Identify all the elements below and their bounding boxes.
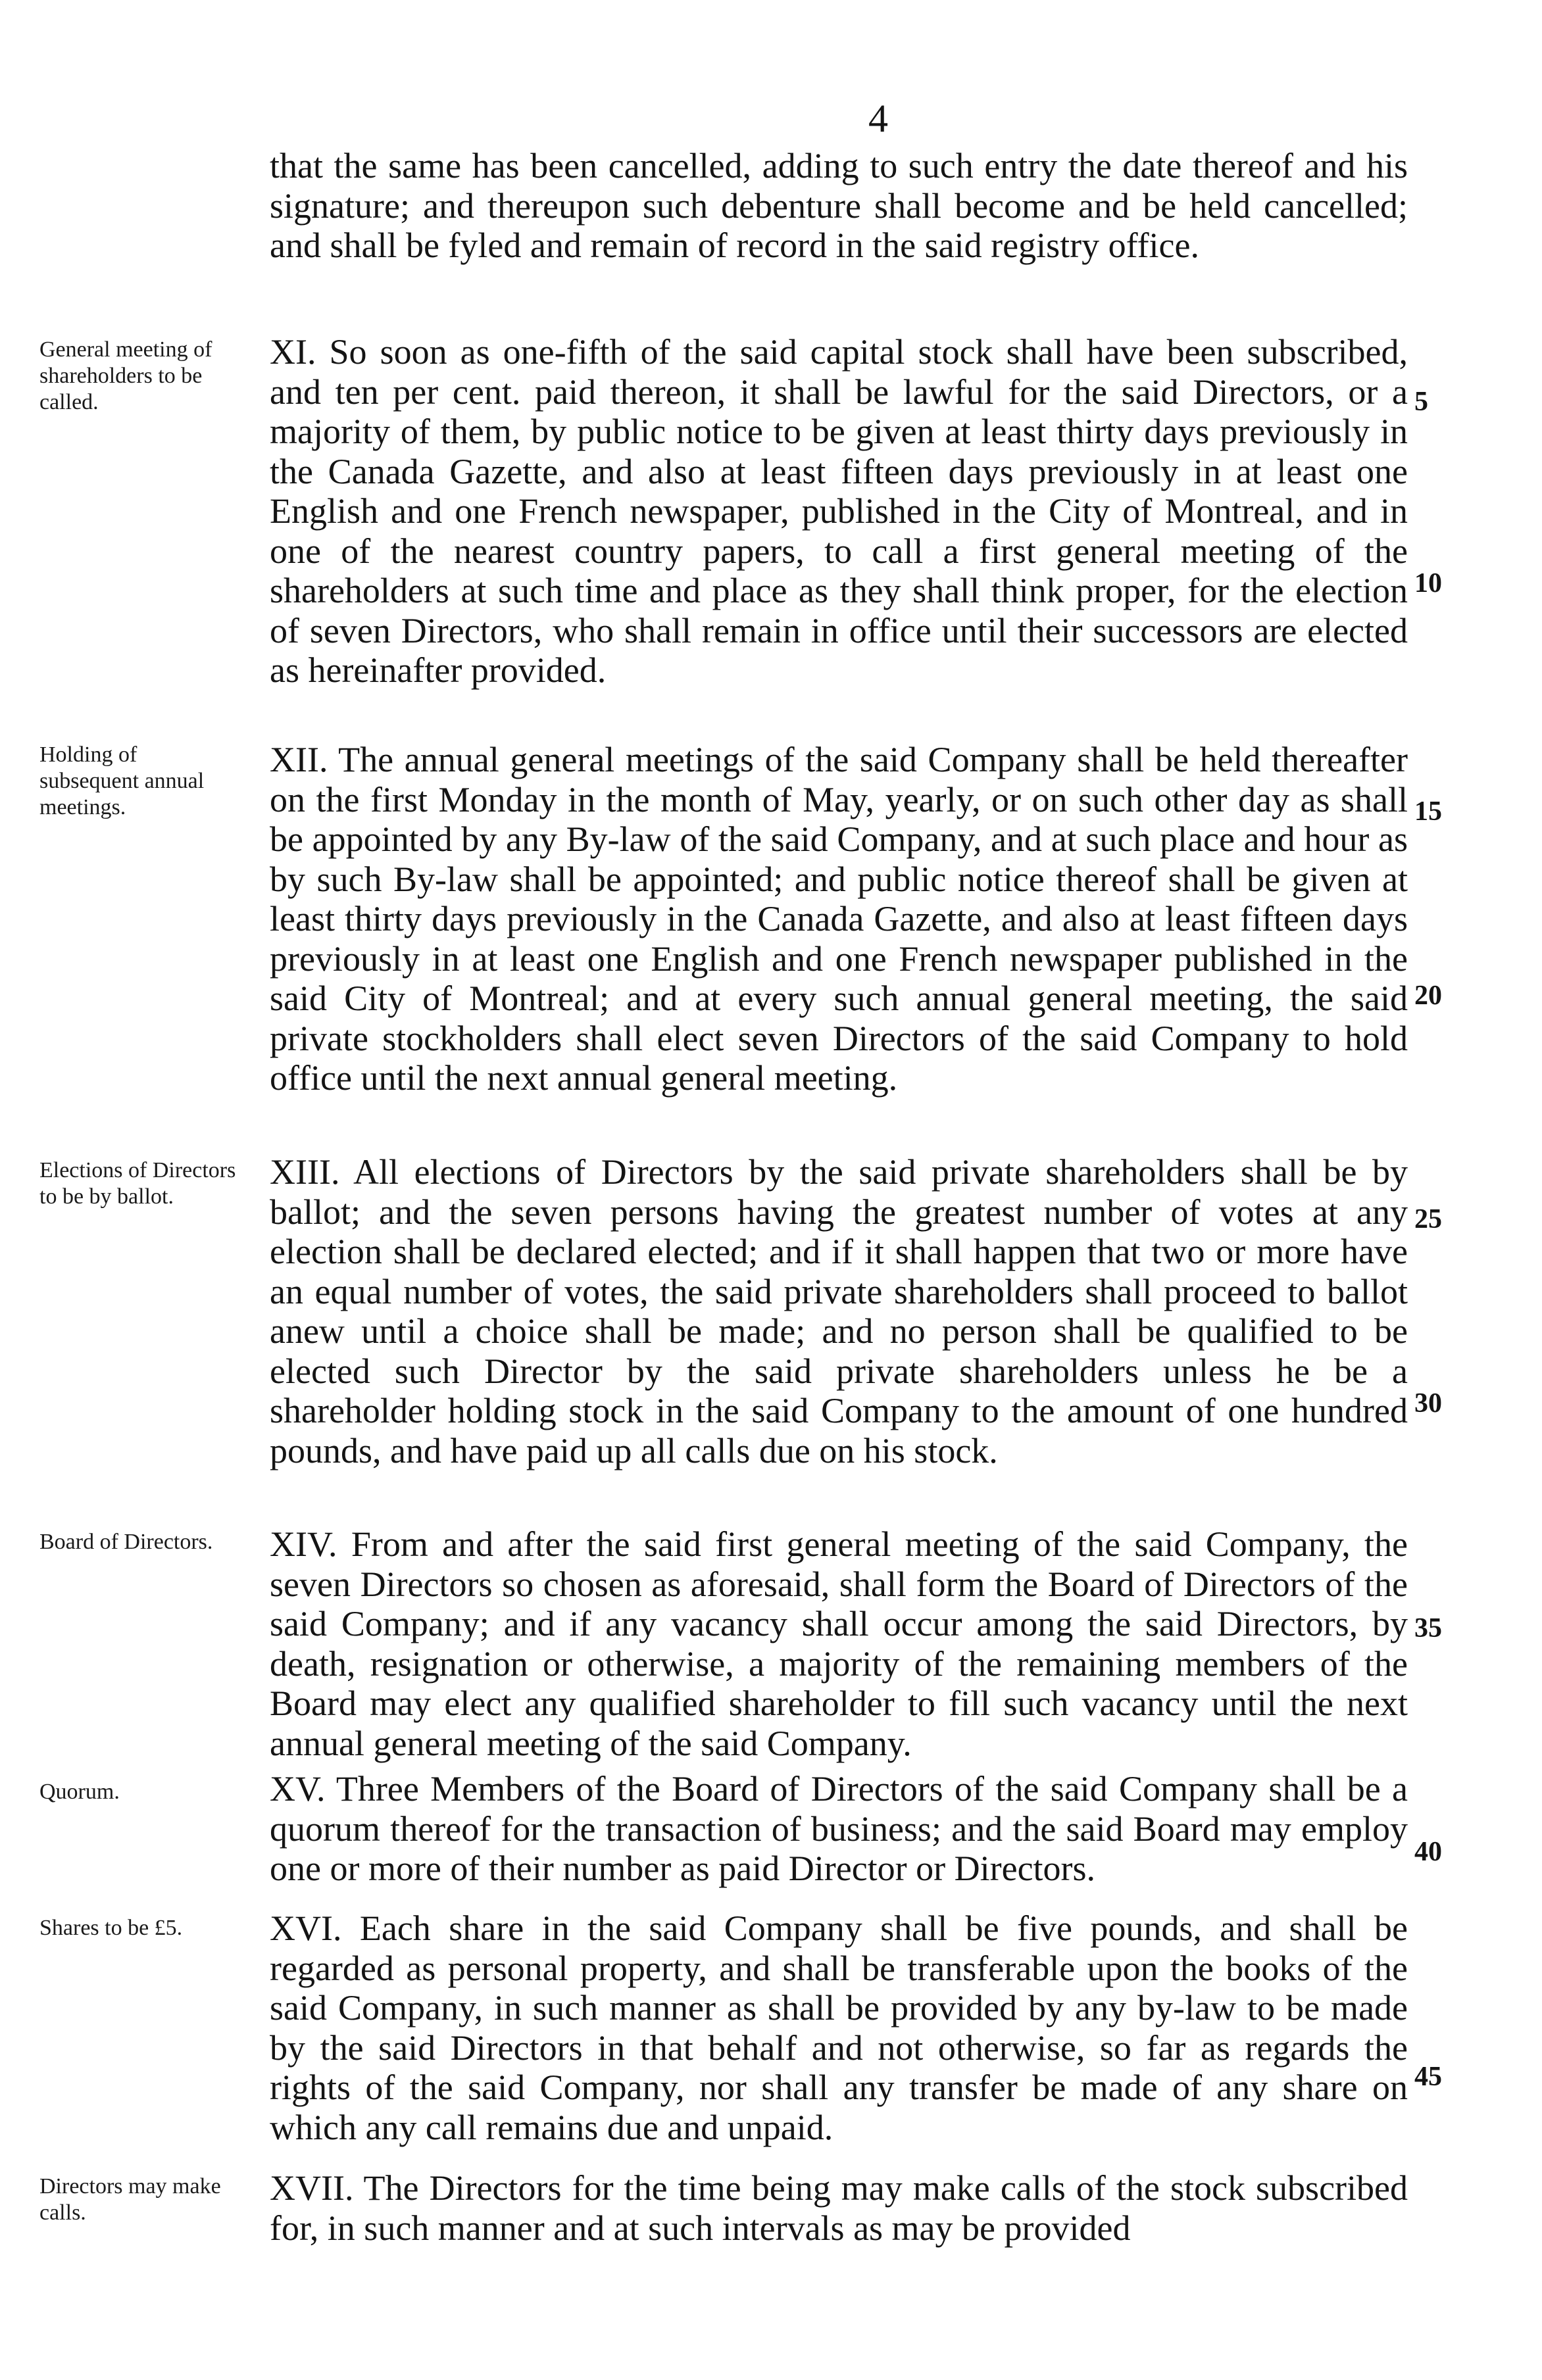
section-xvii bbox=[270, 2168, 1408, 2248]
intro-paragraph bbox=[270, 146, 1408, 266]
section-xvi-text: XVI. Each share in the said Company shall be five pounds, and shall be regarded as personal property, and shall be transferable upon the books of the said Company, in such manner as shall be provided by any by-law to be made by the said Directors in that behalf and not otherwise, so far as regards the rights of the said Company, nor shall any transfer be made of any share on which any call remains due and unpaid. bbox=[270, 1908, 1408, 2147]
section-xv bbox=[270, 1769, 1408, 1889]
line-number: 15 bbox=[1414, 796, 1442, 827]
line-number: 35 bbox=[1414, 1613, 1442, 1643]
margin-note-annual-meetings: Holding of subsequent annual meetings. bbox=[39, 742, 205, 819]
line-number: 20 bbox=[1414, 981, 1442, 1011]
line-number: 25 bbox=[1414, 1204, 1442, 1234]
line-number: 40 bbox=[1414, 1837, 1442, 1867]
margin-note-general-meeting: General meeting of shareholders to be called. bbox=[39, 337, 212, 414]
page-number: 4 bbox=[868, 97, 888, 140]
section-xvii-text: XVII. The Directors for the time being may make calls of the stock subscribed for, in such manner and at such intervals as may be provided bbox=[270, 2168, 1408, 2248]
section-xi-text: XI. So soon as one-fifth of the said capital stock shall have been subscribed, and ten per cent. paid thereon, it shall be lawful for the said Directors, or a majority of them, by public notice to be given at least thirty days previously in the Canada Gazette, and also at least fifteen days previously in at least one English and one French newspaper, published in the City of Montreal, and in one of the nearest country papers, to call a first general meeting of the shareholders at such time and place as they shall think proper, for the election of seven Directors, who shall remain in office until their successors are elected as hereinafter provided. bbox=[270, 332, 1408, 690]
line-number: 30 bbox=[1414, 1388, 1442, 1419]
section-xii bbox=[270, 740, 1408, 1098]
margin-note-board-of-directors: Board of Directors. bbox=[39, 1530, 213, 1554]
section-xv-text: XV. Three Members of the Board of Directors of the said Company shall be a quorum thereof for the transaction of business; and the said Board may employ one or more of their number as paid Director or Directors. bbox=[270, 1769, 1408, 1888]
margin-note-quorum: Quorum. bbox=[39, 1780, 120, 1804]
margin-note-calls: Directors may make calls. bbox=[39, 2174, 221, 2225]
intro-text: that the same has been cancelled, adding to such entry the date thereof and his signature; and thereupon such debenture shall become and be held cancelled; and shall be fyled and remain of record in the said registry office. bbox=[270, 146, 1408, 265]
section-xiii-text: XIII. All elections of Directors by the said private shareholders shall be by ballot; and the seven persons having the greatest number of votes at any election shall be declared elected; and if it shall happen that two or more have an equal number of votes, the said private shareholders shall proceed to ballot anew until a choice shall be made; and no person shall be qualified to be elected such Director by the said private shareholders unless he be a shareholder holding stock in the said Company to the amount of one hundred pounds, and have paid up all calls due on his stock. bbox=[270, 1152, 1408, 1470]
margin-note-shares: Shares to be £5. bbox=[39, 1916, 183, 1940]
section-xi bbox=[270, 332, 1408, 691]
section-xiv-text: XIV. From and after the said first general meeting of the said Company, the seven Directors so chosen as aforesaid, shall form the Board of Directors of the said Company; and if any vacancy shall occur among the said Directors, by death, resignation or otherwise, a majority of the remaining members of the Board may elect any qualified shareholder to fill such vacancy until the next annual general meeting of the said Company. bbox=[270, 1524, 1408, 1763]
section-xii-text: XII. The annual general meetings of the said Company shall be held thereafter on the first Monday in the month of May, yearly, or on such other day as shall be appointed by any By-law of the said Company, and at such place and hour as by such By-law shall be appointed; and public notice thereof shall be given at least thirty days previously in the Canada Gazette, and also at least fifteen days previously in at least one English and one French newspaper published in the said City of Montreal; and at every such annual general meeting, the said private stockholders shall elect seven Directors of the said Company to hold office until the next annual general meeting. bbox=[270, 740, 1408, 1098]
section-xvi bbox=[270, 1908, 1408, 2147]
section-xiii bbox=[270, 1152, 1408, 1470]
line-number: 45 bbox=[1414, 2062, 1442, 2092]
margin-note-elections-by-ballot: Elections of Directors to be by ballot. bbox=[39, 1158, 236, 1209]
section-xiv bbox=[270, 1524, 1408, 1763]
line-number: 10 bbox=[1414, 568, 1442, 598]
line-number: 5 bbox=[1414, 387, 1428, 417]
